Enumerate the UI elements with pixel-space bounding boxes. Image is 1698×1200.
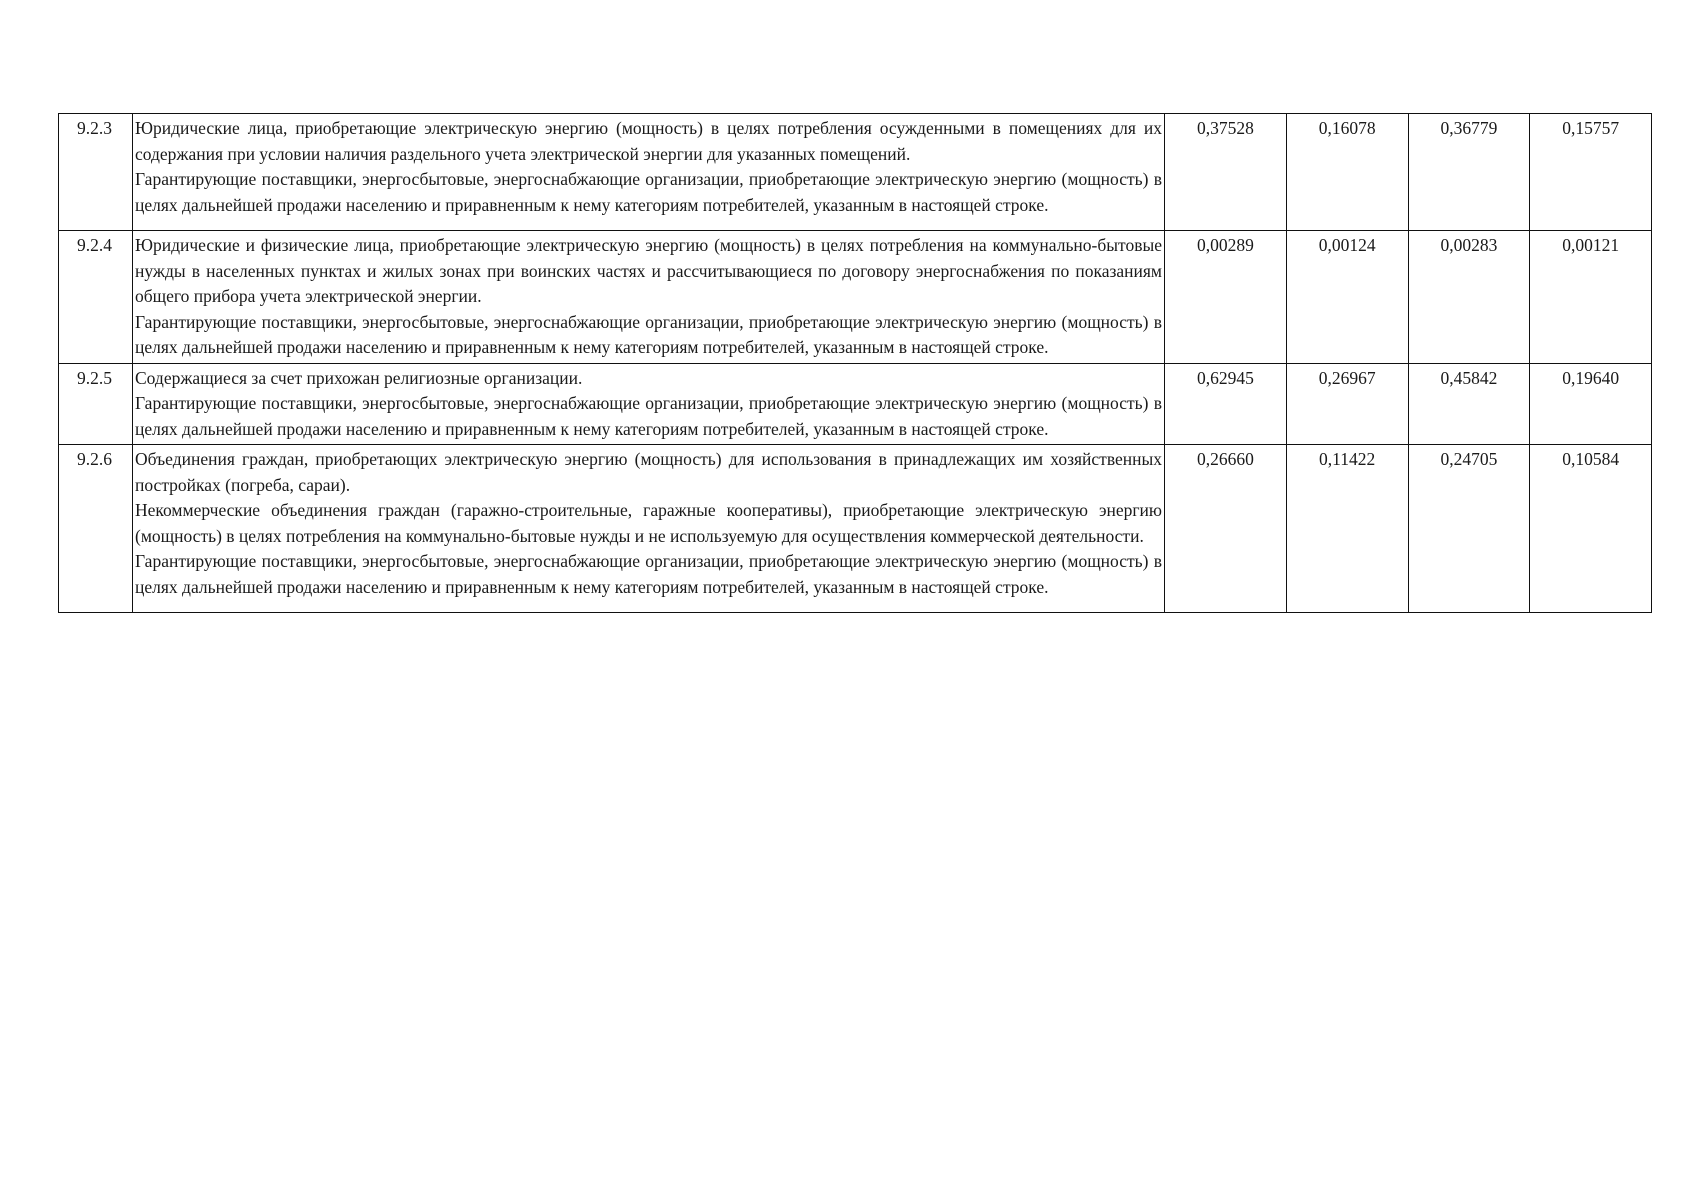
value-cell: 0,19640 [1530,363,1652,445]
table-row [59,231,1652,364]
description-paragraph: Объединения граждан, приобретающих электрическую энергию (мощность) для использования в принадлежащих им хозяйственных постройках (погреба, сараи). [135,449,1162,495]
description-paragraph: Юридические и физические лица, приобретающие электрическую энергию (мощность) в целях потребления на коммунально-бытовые нужды в населенных пунктах и жилых зонах при воинских частях и рассчитывающиеся по договору энергоснабжения по показаниям общего прибора учета электрической энергии. [135,235,1162,306]
value-cell: 0,36779 [1408,114,1530,231]
value-cell: 0,00124 [1286,231,1408,364]
value-cell: 0,37528 [1165,114,1287,231]
value-cell: 0,00121 [1530,231,1652,364]
row-description [133,114,1165,231]
description-paragraph: Некоммерческие объединения граждан (гаражно-строительные, гаражные кооперативы), приобретающие электрическую энергию (мощность) в целях потребления на коммунально-бытовые нужды и не используемую для осуществления коммерческой деятельности. [135,500,1162,546]
value-cell: 0,24705 [1408,445,1530,613]
table-row [59,114,1652,231]
description-paragraph: Гарантирующие поставщики, энергосбытовые, энергоснабжающие организации, приобретающие электрическую энергию (мощность) в целях дальнейшей продажи населению и приравненным к нему категориям потребителей, указанным в настоящей строке. [135,393,1162,439]
row-description [133,445,1165,613]
value-cell: 0,62945 [1165,363,1287,445]
value-cell: 0,15757 [1530,114,1652,231]
value-cell: 0,00283 [1408,231,1530,364]
value-cell: 0,45842 [1408,363,1530,445]
description-paragraph: Гарантирующие поставщики, энергосбытовые, энергоснабжающие организации, приобретающие электрическую энергию (мощность) в целях дальнейшей продажи населению и приравненным к нему категориям потребителей, указанным в настоящей строке. [135,311,1162,357]
tariff-table [58,113,1652,613]
row-number: 9.2.4 [59,231,133,364]
description-paragraph: Юридические лица, приобретающие электрическую энергию (мощность) в целях потребления осужденными в помещениях для их содержания при условии наличия раздельного учета электрической энергии для указанных помещений. [135,118,1162,164]
row-number: 9.2.5 [59,363,133,445]
description-paragraph: Гарантирующие поставщики, энергосбытовые, энергоснабжающие организации, приобретающие электрическую энергию (мощность) в целях дальнейшей продажи населению и приравненным к нему категориям потребителей, указанным в настоящей строке. [135,169,1162,215]
value-cell: 0,26660 [1165,445,1287,613]
description-paragraph: Гарантирующие поставщики, энергосбытовые, энергоснабжающие организации, приобретающие электрическую энергию (мощность) в целях дальнейшей продажи населению и приравненным к нему категориям потребителей, указанным в настоящей строке. [135,551,1162,597]
value-cell: 0,16078 [1286,114,1408,231]
row-description [133,363,1165,445]
value-cell: 0,00289 [1165,231,1287,364]
table-row [59,445,1652,613]
row-number: 9.2.6 [59,445,133,613]
row-description [133,231,1165,364]
table-row [59,363,1652,445]
value-cell: 0,10584 [1530,445,1652,613]
value-cell: 0,11422 [1286,445,1408,613]
description-paragraph: Содержащиеся за счет прихожан религиозные организации. [135,367,583,388]
value-cell: 0,26967 [1286,363,1408,445]
row-number: 9.2.3 [59,114,133,231]
